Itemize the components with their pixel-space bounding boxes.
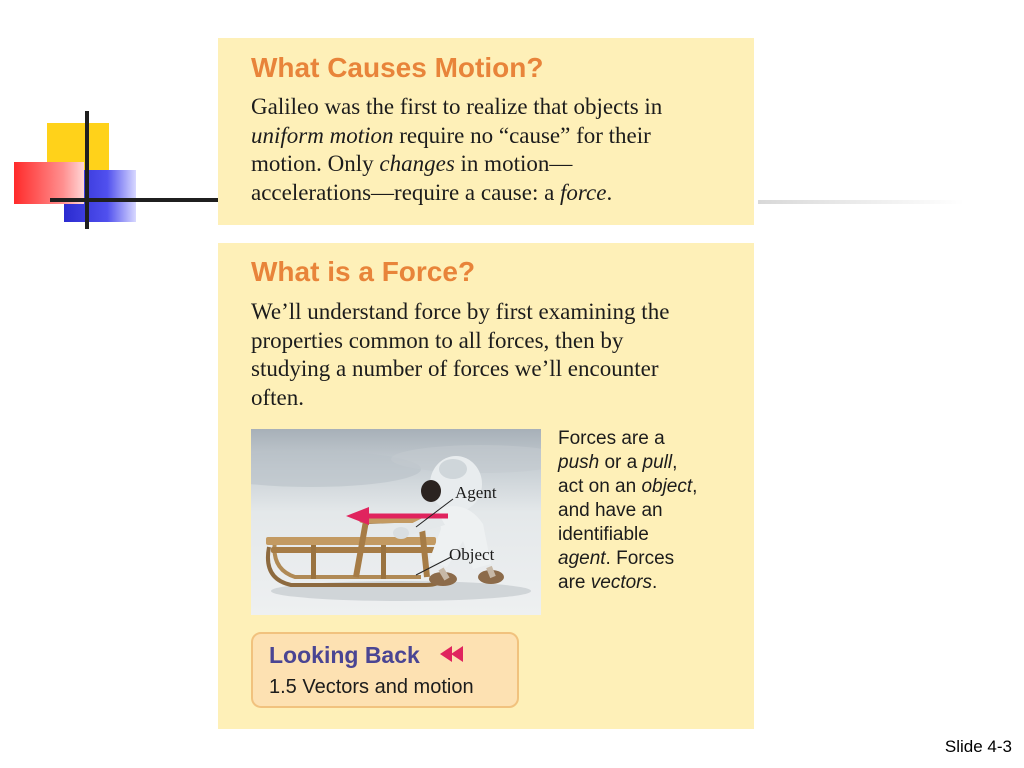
caption-line — [558, 547, 697, 571]
caption-line: and have an — [558, 500, 663, 521]
slide-number: Slide 4-3 — [944, 737, 1012, 756]
italic-object: object — [641, 476, 693, 497]
paragraph-force — [251, 298, 669, 412]
paragraph-line: We’ll understand force by first examining the — [251, 299, 670, 324]
italic-force: force — [560, 179, 607, 205]
text-run: in motion— — [454, 151, 573, 176]
panel-what-causes-motion — [218, 38, 754, 225]
italic-vectors: vectors — [590, 572, 652, 593]
text-run: , — [692, 476, 698, 497]
sled-photo — [251, 429, 541, 615]
paragraph-line — [251, 122, 662, 151]
text-run: . — [606, 179, 613, 205]
looking-back-reference: 1.5 Vectors and motion — [269, 676, 474, 698]
paragraph-line — [251, 150, 662, 179]
text-run: motion. Only — [251, 151, 380, 176]
text-run: , — [672, 452, 678, 473]
paragraph-line: studying a number of forces we’ll encounter — [251, 356, 659, 381]
decorative-fade-line — [758, 200, 964, 204]
decorative-horizontal-line — [50, 198, 218, 202]
text-run: or a — [599, 452, 643, 473]
paragraph-line: often. — [251, 384, 305, 410]
paragraph-line: Galileo was the first to realize that objects in — [251, 94, 663, 119]
caption-line — [558, 451, 697, 475]
text-run: are — [558, 572, 591, 593]
decorative-vertical-line — [85, 111, 89, 229]
caption-line — [558, 475, 697, 499]
text-run: accelerations—require a cause: a — [251, 179, 561, 205]
caption-line: Forces are a — [558, 428, 665, 449]
italic-uniform-motion: uniform motion — [251, 122, 394, 148]
agent-label: Agent — [455, 483, 497, 502]
caption-line: identifiable — [558, 524, 649, 545]
text-run: . Forces — [605, 548, 675, 569]
paragraph-line: properties common to all forces, then by — [251, 327, 624, 353]
forces-caption — [558, 427, 697, 595]
paragraph-line — [251, 179, 662, 208]
rewind-arrows-icon — [440, 645, 466, 668]
text-run: . — [652, 572, 658, 593]
italic-push: push — [558, 452, 600, 473]
heading-what-causes-motion: What Causes Motion? — [251, 52, 544, 83]
heading-what-is-a-force: What is a Force? — [251, 256, 476, 287]
object-label: Object — [449, 545, 495, 564]
italic-pull: pull — [642, 452, 673, 473]
italic-agent: agent — [558, 548, 606, 569]
italic-changes: changes — [379, 151, 455, 176]
panel-what-is-a-force — [218, 243, 754, 729]
looking-back-box[interactable] — [251, 632, 519, 708]
text-run: act on an — [558, 476, 642, 497]
caption-line — [558, 571, 697, 595]
text-run: require no “cause” for their — [393, 122, 651, 148]
looking-back-title: Looking Back — [269, 642, 420, 668]
sled-illustration — [251, 429, 541, 615]
paragraph-motion — [251, 93, 662, 207]
